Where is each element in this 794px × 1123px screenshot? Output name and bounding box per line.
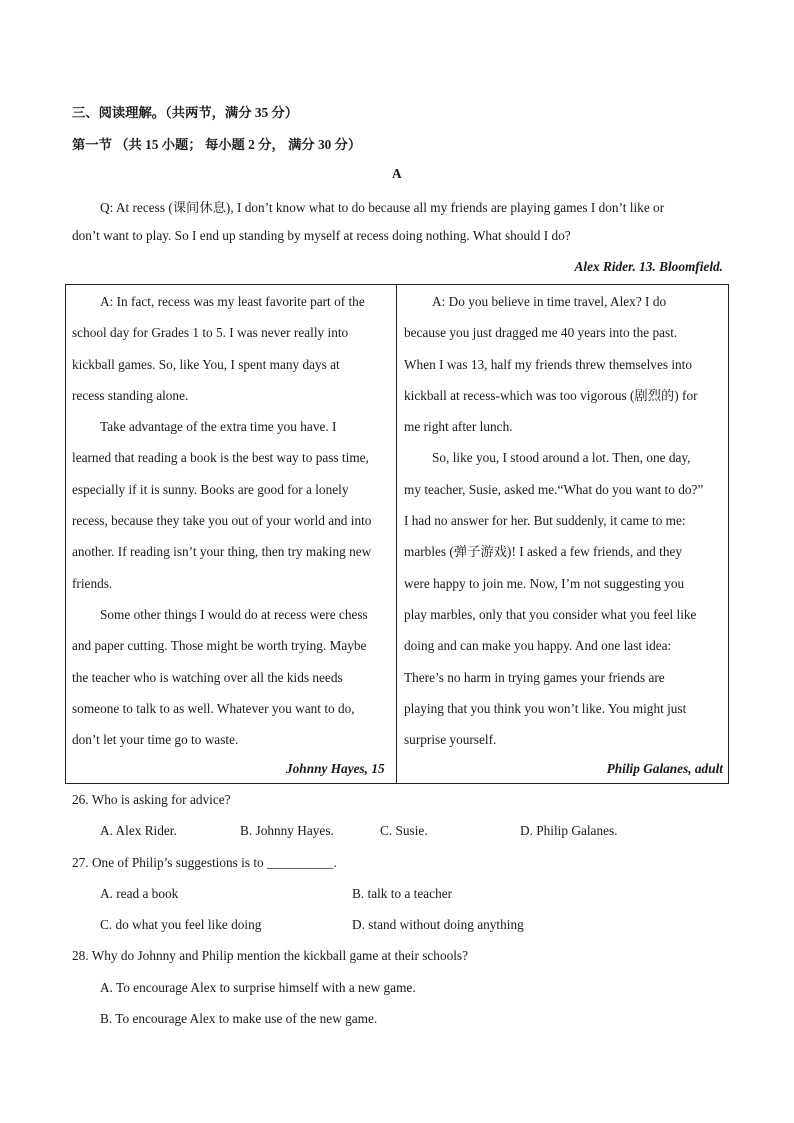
right-answer-line: playing that you think you won’t like. You might just — [404, 700, 687, 716]
left-answer-line: friends. — [72, 575, 113, 591]
question-27-option-c[interactable]: C. do what you feel like doing — [100, 917, 262, 932]
passage-label: A — [392, 166, 402, 181]
left-answer-line: don’t let your time go to waste. — [72, 732, 239, 748]
right-answer-line: marbles (弹子游戏)! I asked a few friends, and they — [404, 544, 683, 560]
question-28-stem: 28. Why do Johnny and Philip mention the kickball game at their schools? — [72, 948, 469, 963]
question-line-1: Q: At recess (课间休息), I don’t know what to do because all my friends are playing games I don’t like or — [100, 200, 665, 215]
right-answer-line: because you just dragged me 40 years into the past. — [404, 325, 678, 341]
question-26-option-c[interactable]: C. Susie. — [380, 823, 428, 838]
section-heading: 三、阅读理解。（共两节，满分 35 分） — [72, 105, 299, 120]
part-heading: 第一节 （共 15 小题； 每小题 2 分， 满分 30 分） — [72, 137, 362, 152]
left-answer-line: Take advantage of the extra time you have. I — [100, 419, 337, 435]
left-answer-line: the teacher who is watching over all the kids needs — [72, 669, 343, 685]
question-28-option-b[interactable]: B. To encourage Alex to make use of the new game. — [100, 1011, 378, 1026]
right-answer-line: were happy to join me. Now, I’m not suggesting you — [404, 575, 685, 591]
question-27-option-d[interactable]: D. stand without doing anything — [352, 917, 524, 932]
left-answer-line: Some other things I would do at recess were chess — [100, 606, 368, 622]
right-answer-line: my teacher, Susie, asked me.“What do you want to do?” — [404, 481, 704, 497]
question-line-2: don’t want to play. So I end up standing by myself at recess doing nothing. What should I do? — [72, 228, 571, 243]
right-answer-line: When I was 13, half my friends threw themselves into — [404, 356, 693, 372]
right-answer-line: me right after lunch. — [404, 419, 513, 435]
right-answer-line: play marbles, only that you consider what you feel like — [404, 606, 697, 622]
left-answer-line: learned that reading a book is the best way to pass time, — [72, 450, 369, 466]
question-28-option-a[interactable]: A. To encourage Alex to surprise himself with a new game. — [100, 980, 416, 995]
right-answer — [404, 286, 724, 755]
question-26-stem: 26. Who is asking for advice? — [72, 792, 231, 807]
right-answer-line: kickball at recess-which was too vigorous (剧烈的) for — [404, 387, 698, 403]
left-answer-line: another. If reading isn’t your thing, then try making new — [72, 544, 372, 560]
left-answer — [72, 286, 392, 755]
right-answer-line: surprise yourself. — [404, 732, 497, 748]
right-answer-signature: Philip Galanes, adult — [606, 761, 723, 776]
left-answer-line: someone to talk to as well. Whatever you want to do, — [72, 700, 355, 716]
left-answer-line: kickball games. So, like You, I spent many days at — [72, 356, 340, 372]
left-answer-signature: Johnny Hayes, 15 — [286, 761, 385, 776]
question-signature: Alex Rider. 13. Bloomfield. — [574, 259, 723, 274]
right-answer-line: So, like you, I stood around a lot. Then, one day, — [432, 450, 691, 466]
left-answer-line: and paper cutting. Those might be worth trying. Maybe — [72, 638, 367, 654]
question-26-option-a[interactable]: A. Alex Rider. — [100, 823, 177, 838]
column-divider — [396, 284, 397, 784]
left-answer-line: especially if it is sunny. Books are good for a lonely — [72, 481, 349, 497]
question-27-option-b[interactable]: B. talk to a teacher — [352, 886, 453, 901]
question-26-option-d[interactable]: D. Philip Galanes. — [520, 823, 618, 838]
left-answer-line: A: In fact, recess was my least favorite part of the — [100, 294, 365, 309]
right-answer-line: I had no answer for her. But suddenly, it came to me: — [404, 513, 686, 529]
question-26-option-b[interactable]: B. Johnny Hayes. — [240, 823, 334, 838]
right-answer-line: A: Do you believe in time travel, Alex? I do — [432, 294, 667, 309]
right-answer-line: There’s no harm in trying games your friends are — [404, 669, 665, 685]
left-answer-line: school day for Grades 1 to 5. I was never really into — [72, 325, 349, 341]
right-answer-line: doing and can make you happy. And one last idea: — [404, 638, 672, 654]
question-27-option-a[interactable]: A. read a book — [100, 886, 179, 901]
question-27-stem: 27. One of Philip’s suggestions is to __________. — [72, 855, 337, 870]
left-answer-line: recess standing alone. — [72, 387, 189, 403]
left-answer-line: recess, because they take you out of your world and into — [72, 513, 372, 529]
